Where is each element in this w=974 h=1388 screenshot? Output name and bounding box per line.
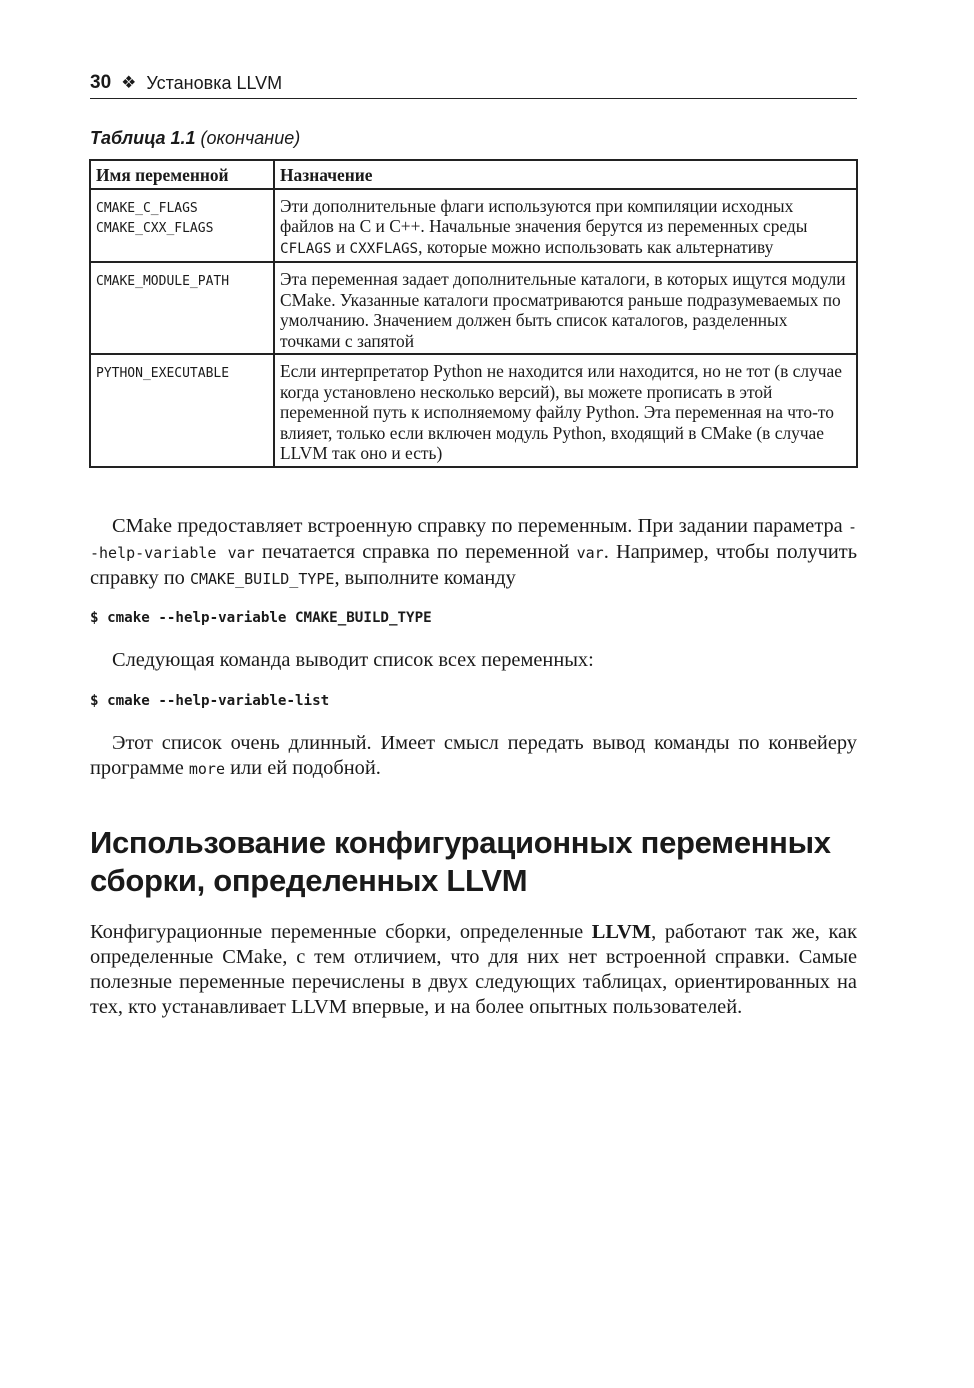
paragraph-text: или ей подобной. xyxy=(225,757,381,779)
paragraph-list: Следующая команда выводит список всех переменных: xyxy=(112,649,594,671)
column-header-name: Имя переменной xyxy=(90,160,274,189)
variable-name: CMAKE_MODULE_PATH xyxy=(96,274,230,289)
variable-name-cell xyxy=(90,262,274,354)
table-row xyxy=(90,189,857,263)
variable-name-cell xyxy=(90,354,274,467)
paragraph-text: печатается справка по переменной xyxy=(254,541,577,563)
table-header-row xyxy=(90,160,857,189)
running-header xyxy=(90,68,857,99)
table-caption-label: Таблица 1.1 xyxy=(90,128,196,148)
variable-description: Эта переменная задает дополнительные каталоги, в которых ищутся модули CMake. Указанные каталоги просматриваются раньше подразумеваемых по умолчанию. Значением должен быть список каталогов, разделенных точками с запятой xyxy=(274,262,857,354)
description-text: и xyxy=(331,236,350,257)
chapter-title: Установка LLVM xyxy=(146,72,283,93)
variable-name: CMAKE_C_FLAGS xyxy=(96,200,198,216)
description-text: Эти дополнительные флаги используются при компиляции исходных файлов на C и C++. Начальные значения берутся из переменных среды xyxy=(280,195,808,236)
paragraph-text: . Например, чтобы получить справку по xyxy=(90,541,857,589)
inline-code: more xyxy=(188,760,225,778)
paragraph-llvm-vars xyxy=(90,920,857,1020)
table-row xyxy=(90,354,857,467)
bold-term: LLVM xyxy=(591,921,652,943)
variable-name: CMAKE_CXX_FLAGS xyxy=(96,221,214,236)
inline-code: CXXFLAGS xyxy=(349,240,419,257)
table-caption-suffix: (окончание) xyxy=(200,128,301,148)
ornament-icon: ❖ xyxy=(121,73,137,92)
section-heading: Использование конфигурационных переменных сборки, определенных LLVM xyxy=(90,825,831,898)
variables-table xyxy=(89,159,858,468)
description-text: , которые можно использовать как альтернативу xyxy=(418,236,774,257)
paragraph-pager xyxy=(90,731,857,782)
paragraph-text: , работают так же, как определенные CMake, с тем отличием, что для них нет встроенной справки. Самые полезные переменные перечислены в двух следующих таблицах, ориентированных на тех, кто устанавливает LLVM впервые, и на более опытных пользователей. xyxy=(90,921,857,1018)
variable-name-cell xyxy=(90,189,274,263)
inline-code: CMAKE_BUILD_TYPE xyxy=(189,570,335,588)
paragraph-text: , выполните команду xyxy=(334,567,516,589)
table-row xyxy=(90,262,857,354)
command-line: $ cmake --help-variable CMAKE_BUILD_TYPE xyxy=(90,610,432,626)
inline-code: var xyxy=(576,544,604,562)
paragraph-help xyxy=(90,514,857,592)
paragraph-text: Конфигурационные переменные сборки, определенные xyxy=(90,921,592,943)
table-caption xyxy=(90,128,300,149)
inline-code: CFLAGS xyxy=(280,240,332,257)
command-line: $ cmake --help-variable-list xyxy=(90,693,330,709)
paragraph-text: Этот список очень длинный. Имеет смысл передать вывод команды по конвейеру программе xyxy=(90,732,857,779)
inline-code: --help-variable var xyxy=(90,518,857,562)
variable-description xyxy=(274,189,857,263)
column-header-purpose: Назначение xyxy=(274,160,857,189)
variable-name: PYTHON_EXECUTABLE xyxy=(96,366,230,381)
variable-description: Если интерпретатор Python не находится или находится, но не тот (в случае когда установлено несколько версий), вы можете прописать в этой переменной путь к исполняемому файлу Python. Эта переменная на что-то влияет, только если включен модуль Python, входящий в CMake (в случае LLVM так оно и есть) xyxy=(274,354,857,467)
page-number: 30 xyxy=(90,72,112,93)
paragraph-text: CMake предоставляет встроенную справку по переменным. При задании параметра xyxy=(112,515,848,537)
